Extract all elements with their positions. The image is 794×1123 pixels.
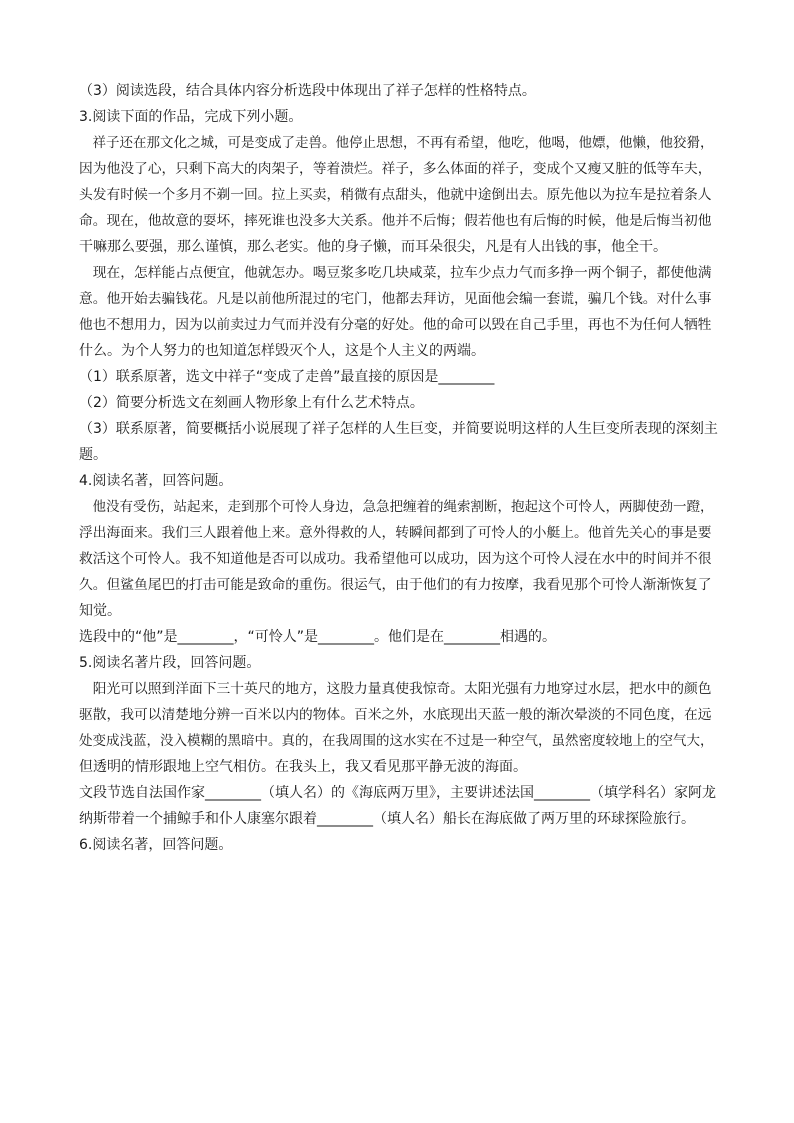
question-5-prompt-cont: 纳斯带着一个捕鲸手和仆人康塞尔跟着________（填人名）船长在海底做了两万里的环球探险旅行。	[79, 811, 695, 827]
passage-line: 阳光可以照到洋面下三十英尺的地方，这股力量真使我惊奇。太阳光强有力地穿过水层，把水中的颜色	[79, 681, 712, 697]
passage-line: 头发有时候一个多月不剃一回。拉上买卖，稍微有点甜头，他就中途倒出去。原先他以为拉车是拉着条人	[79, 187, 712, 203]
passage-line: 驱散，我可以清楚地分辨一百米以内的物体。百米之外，水底现出天蓝一般的渐次晕淡的不同色度，在远	[79, 707, 712, 723]
passage-line: 但透明的情形跟地上空气相仿。在我头上，我又看见那平静无波的海面。	[79, 759, 527, 775]
question-4-prompt: 选段中的“他”是________，“可怜人”是________。他们是在________相遇的。	[79, 629, 557, 645]
passage-line: 救活这个可怜人。我不知道他是否可以成功。我希望他可以成功，因为这个可怜人浸在水中的时间并不很	[79, 551, 712, 567]
question-3-heading: 3.阅读下面的作品，完成下列小题。	[79, 109, 303, 125]
question-5-prompt: 文段节选自法国作家________（填人名）的《海底两万里》，主要讲述法国________（填学科名）家阿龙	[79, 785, 716, 801]
passage-line: 现在，怎样能占点便宜，他就怎办。喝豆浆多吃几块咸菜，拉车少点力气而多挣一两个铜子，都使他满	[79, 265, 712, 281]
passage-line: 命。现在，他故意的耍坏，摔死谁也没多大关系。他并不后悔；假若他也有后悔的时候，他是后悔当初他	[79, 213, 712, 229]
question-3-2-prompt: （2）简要分析选文在刻画人物形象上有什么艺术特点。	[79, 395, 424, 411]
question-3-3b-prompt-cont: 题。	[79, 447, 107, 463]
question-3-3-prompt: （3）阅读选段，结合具体内容分析选段中体现出了祥子怎样的性格特点。	[79, 83, 536, 99]
question-3-3b-prompt: （3）联系原著，简要概括小说展现了祥子怎样的人生巨变，并简要说明这样的人生巨变所表现的深刻主	[79, 421, 718, 437]
passage-line: 他没有受伤，站起来，走到那个可怜人身边，急急把缠着的绳索割断，抱起这个可怜人，两脚使劲一蹬，	[79, 499, 714, 515]
question-3-1-prompt: （1）联系原著，选文中祥子“变成了走兽”最直接的原因是________	[79, 369, 495, 385]
document-body	[79, 78, 719, 858]
passage-line: 处变成浅蓝，没入模糊的黑暗中。真的，在我周围的这水实在不过是一种空气，虽然密度较地上的空气大，	[79, 733, 714, 749]
passage-line: 什么。为个人努力的也知道怎样毁灭个人，这是个人主义的两端。	[79, 343, 485, 359]
question-4-heading: 4.阅读名著，回答问题。	[79, 473, 233, 489]
passage-line: 浮出海面来。我们三人跟着他上来。意外得救的人，转瞬间都到了可怜人的小艇上。他首先关心的事是要	[79, 525, 712, 541]
passage-line: 知觉。	[79, 603, 121, 619]
question-5-heading: 5.阅读名著片段，回答问题。	[79, 655, 261, 671]
passage-line: 干嘛那么要强，那么谨慎，那么老实。他的身子懒，而耳朵很尖，凡是有人出钱的事，他全干。	[79, 239, 667, 255]
passage-line: 他也不想用力，因为以前卖过力气而并没有分毫的好处。他的命可以毁在自己手里，再也不为任何人牺牲	[79, 317, 712, 333]
passage-line: 久。但鲨鱼尾巴的打击可能是致命的重伤。很运气，由于他们的有力按摩，我看见那个可怜人渐渐恢复了	[79, 577, 712, 593]
question-6-heading: 6.阅读名著，回答问题。	[79, 837, 233, 853]
passage-line: 因为他没了心，只剩下高大的肉架子，等着溃烂。祥子，多么体面的祥子，变成个又瘦又脏的低等车夫，	[79, 161, 712, 177]
passage-line: 祥子还在那文化之城，可是变成了走兽。他停止思想，不再有希望，他吃，他喝，他嫖，他懒，他狡猾，	[79, 135, 714, 151]
passage-line: 意。他开始去骗钱花。凡是以前他所混过的宅门，他都去拜访，见面他会编一套谎，骗几个钱。对什么事	[79, 291, 712, 307]
